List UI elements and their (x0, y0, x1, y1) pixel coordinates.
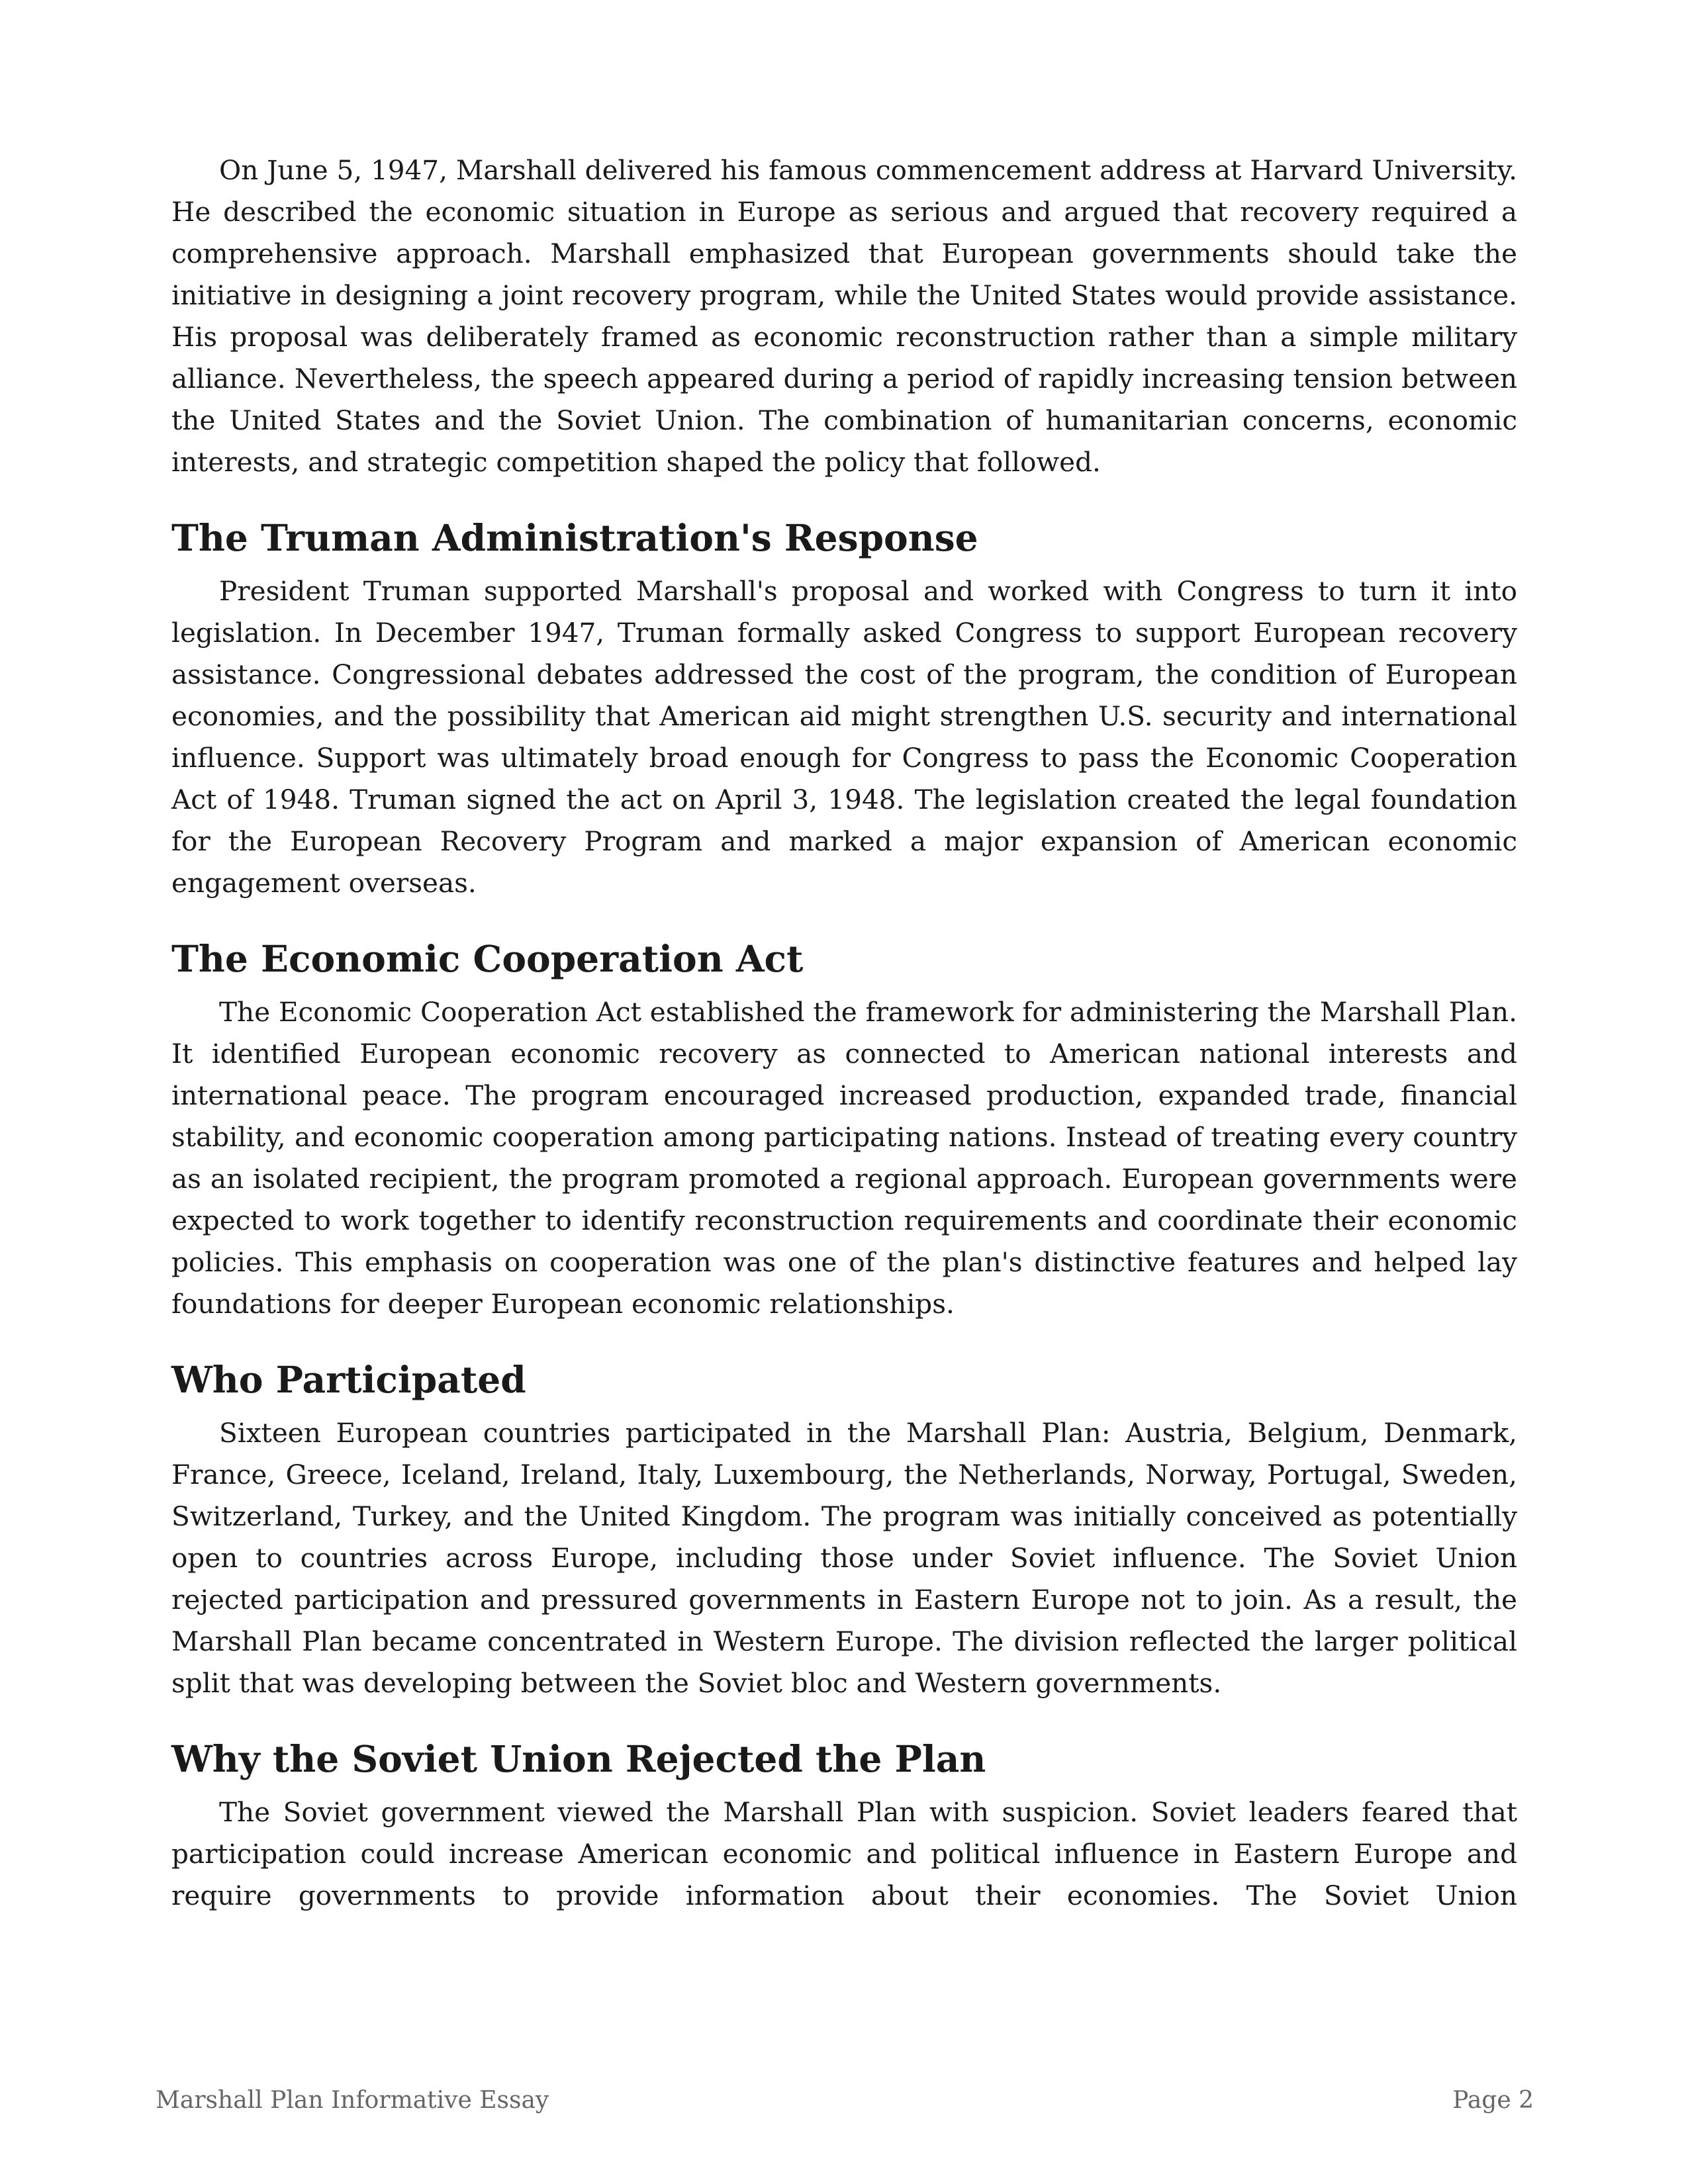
paragraph-who-participated: Sixteen European countries participated in the Marshall Plan: Austria, Belgium, Denmark, France, Greece, Iceland, Ireland, Italy, Luxembourg, the Netherlands, Norway, Portugal, Sweden, Switzerland, Turkey, and the United Kingdom. The program was initially conceived as potentially open to countries across Europe, including those under Soviet influence. The Soviet Union rejected participation and pressured governments in Eastern Europe not to join. As a result, the Marshall Plan became concentrated in Western Europe. The division reflected the larger political split that was developing between the Soviet bloc and Western governments. (171, 1417, 1517, 1699)
paragraph-economic-cooperation-act: The Economic Cooperation Act established the framework for administering the Marshall Plan. It identified European economic recovery as connected to American national interests and international peace. The program encouraged increased production, expanded trade, financial stability, and economic cooperation among participating nations. Instead of treating every country as an isolated recipient, the program promoted a regional approach. European governments were expected to work together to identify reconstruction requirements and coordinate their economic policies. This emphasis on cooperation was one of the plan's distinctive features and helped lay foundations for deeper European economic relationships. (171, 996, 1517, 1320)
heading-who-participated: Who Participated (171, 1358, 526, 1401)
essay-body (171, 150, 1517, 1917)
footer-document-title: Marshall Plan Informative Essay (156, 2087, 549, 2114)
paragraph-soviet-rejection: The Soviet government viewed the Marshall Plan with suspicion. Soviet leaders feared that participation could increase American economic and political influence in Eastern Europe and require governments to provide information about their economies. The Soviet Union (171, 1796, 1517, 1911)
paragraph-truman-response: President Truman supported Marshall's proposal and worked with Congress to turn it into legislation. In December 1947, Truman formally asked Congress to support European recovery assistance. Congressional debates addressed the cost of the program, the condition of European economies, and the possibility that American aid might strengthen U.S. security and international influence. Support was ultimately broad enough for Congress to pass the Economic Cooperation Act of 1948. Truman signed the act on April 3, 1948. The legislation created the legal foundation for the European Recovery Program and marked a major expansion of American economic engagement overseas. (171, 575, 1517, 899)
paragraph-marshall-address: On June 5, 1947, Marshall delivered his famous commencement address at Harvard University. He described the economic situation in Europe as serious and argued that recovery required a comprehensive approach. Marshall emphasized that European governments should take the initiative in designing a joint recovery program, while the United States would provide assistance. His proposal was deliberately framed as economic reconstruction rather than a simple military alliance. Nevertheless, the speech appeared during a period of rapidly increasing tension between the United States and the Soviet Union. The combination of humanitarian concerns, economic interests, and strategic competition shaped the policy that followed. (171, 154, 1517, 478)
heading-truman-response: The Truman Administration's Response (171, 516, 978, 559)
page-footer (156, 2086, 1534, 2115)
footer-page-number: Page 2 (1452, 2087, 1534, 2114)
heading-economic-cooperation-act: The Economic Cooperation Act (171, 937, 804, 980)
heading-soviet-rejection: Why the Soviet Union Rejected the Plan (171, 1737, 986, 1780)
